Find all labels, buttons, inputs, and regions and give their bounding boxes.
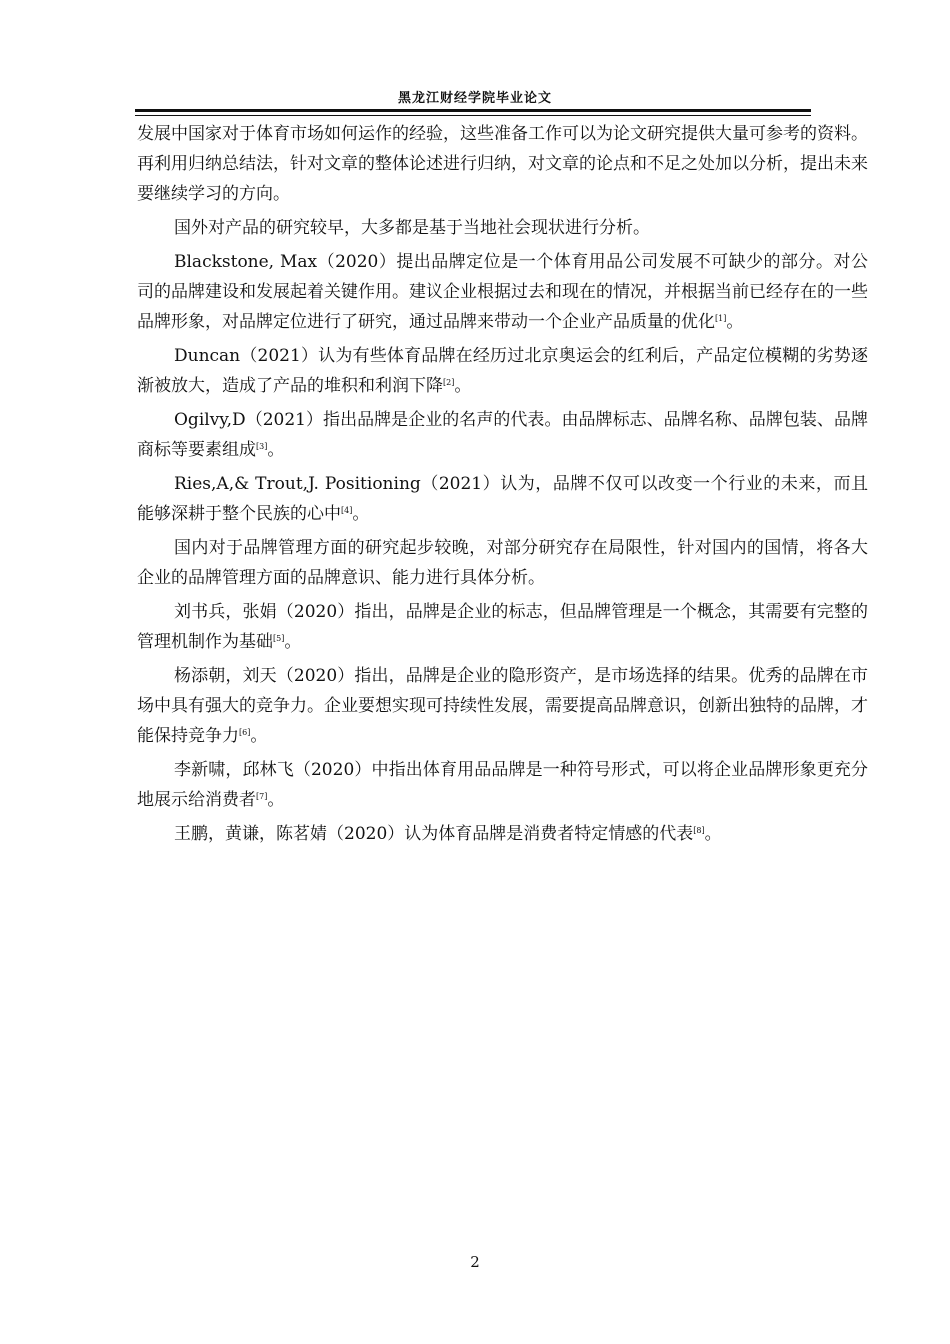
header-rule-thick (135, 109, 811, 112)
citation-ref: [8] (693, 826, 705, 835)
paragraph: Ries,A,& Trout,J. Positioning（2021）认为，品牌不仅可以改变一个行业的未来，而且能够深耕于整个民族的心中[4]。 (137, 474, 868, 524)
citation-ref: [6] (239, 728, 251, 737)
paragraph: 国内对于品牌管理方面的研究起步较晚，对部分研究存在局限性，针对国内的国情，将各大企业的品牌管理方面的品牌意识、能力进行具体分析。 (137, 538, 868, 588)
running-header-title: 黑龙江财经学院毕业论文 (397, 91, 552, 106)
paragraph: 李新啸，邱林飞（2020）中指出体育用品品牌是一种符号形式，可以将企业品牌形象更充分地展示给消费者[7]。 (137, 760, 868, 810)
header-rule-thin (135, 115, 811, 116)
paragraph: Blackstone, Max（2020）提出品牌定位是一个体育用品公司发展不可缺少的部分。对公司的品牌建设和发展起着关键作用。建议企业根据过去和现在的情况，并根据当前已经存在的一些品牌形象，对品牌定位进行了研究，通过品牌来带动一个企业产品质量的优化[1]。 (137, 252, 868, 332)
paragraph: 刘书兵，张娟（2020）指出，品牌是企业的标志，但品牌管理是一个概念，其需要有完整的管理机制作为基础[5]。 (137, 602, 868, 652)
paragraph: 发展中国家对于体育市场如何运作的经验，这些准备工作可以为论文研究提供大量可参考的资料。再利用归纳总结法，针对文章的整体论述进行归纳，对文章的论点和不足之处加以分析，提出未来要继续学习的方向。 (137, 124, 868, 204)
paragraph: 杨添朝，刘天（2020）指出，品牌是企业的隐形资产，是市场选择的结果。优秀的品牌在市场中具有强大的竞争力。企业要想实现可持续性发展，需要提高品牌意识，创新出独特的品牌，才能保持竞争力[6]。 (137, 666, 868, 746)
page-number: 2 (470, 1253, 480, 1271)
body-text (137, 119, 868, 853)
paragraph: Duncan（2021）认为有些体育品牌在经历过北京奥运会的红利后，产品定位模糊的劣势逐渐被放大，造成了产品的堆积和利润下降[2]。 (137, 346, 868, 396)
citation-ref: [4] (341, 506, 353, 515)
citation-ref: [5] (273, 634, 285, 643)
paragraph: 王鹏，黄谦，陈茗婧（2020）认为体育品牌是消费者特定情感的代表[8]。 (174, 824, 722, 844)
citation-ref: [1] (715, 314, 727, 323)
paragraph: Ogilvy,D（2021）指出品牌是企业的名声的代表。由品牌标志、品牌名称、品牌包装、品牌商标等要素组成[3]。 (137, 410, 868, 460)
paragraph: 国外对产品的研究较早，大多都是基于当地社会现状进行分析。 (174, 218, 650, 238)
citation-ref: [3] (256, 442, 268, 451)
citation-ref: [2] (443, 378, 455, 387)
citation-ref: [7] (256, 792, 268, 801)
